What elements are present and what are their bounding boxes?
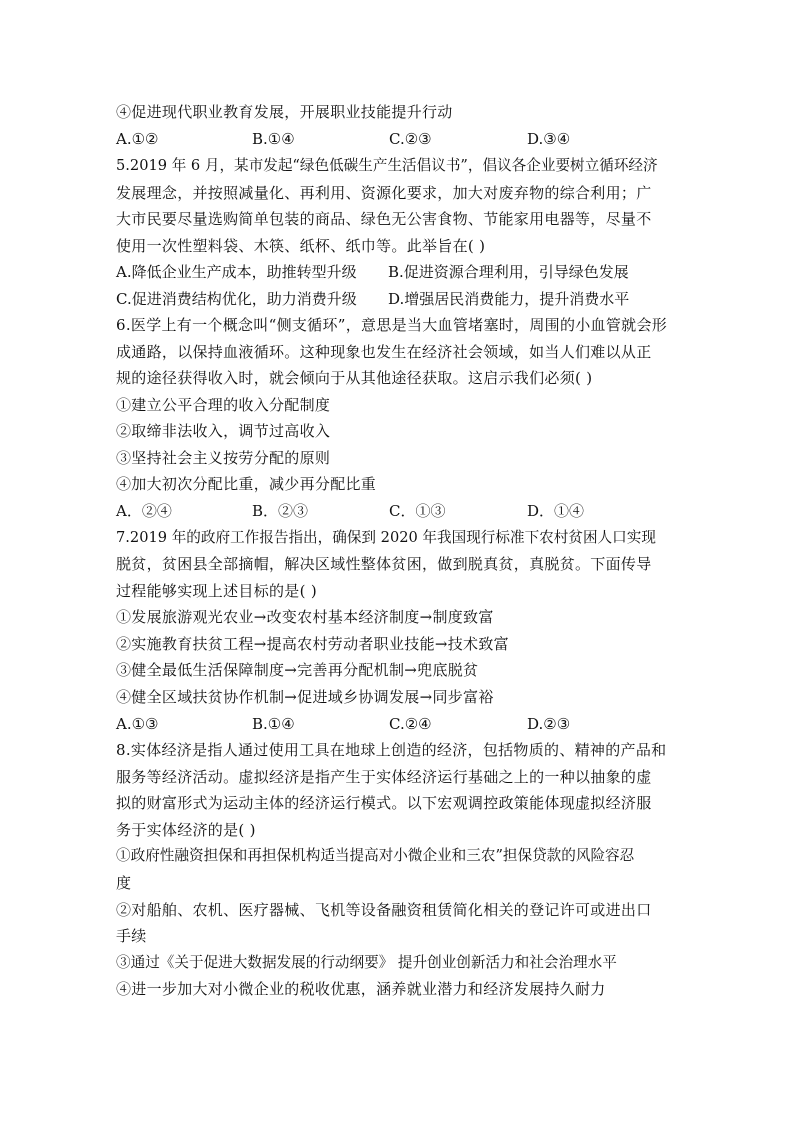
q7-stem-line-1: 7.2019 年的政府工作报告指出，确保到 2020 年我国现行标准下农村贫困人口实现 [116, 529, 656, 546]
q4-item-4: ④促进现代职业教育发展，开展职业技能提升行动 [116, 103, 453, 121]
q5-stem-line-1: 5.2019 年 6 月，某市发起“绿色低碳生产生活倡议书”，倡议各企业要树立循环经济 [116, 157, 658, 174]
q6-item-1: ①建立公平合理的收入分配制度 [116, 396, 331, 414]
q6-item-4: ④加大初次分配比重，减少再分配比重 [116, 475, 377, 493]
q8-stem-line-2: 服务等经济活动。虚拟经济是指产生于实体经济运行基础之上的一种以抽象的虚 [116, 768, 652, 786]
q7-item-3: ③健全最低生活保障制度→完善再分配机制→兜底脱贫 [116, 661, 479, 679]
q8-stem-line-4: 务于实体经济的是( ) [116, 821, 256, 839]
q7-item-2: ②实施教育扶贫工程→提高农村劳动者职业技能→技术致富 [116, 635, 509, 653]
q5-stem-line-4: 使用一次性塑料袋、木筷、纸杯、纸巾等。此举旨在( ) [116, 237, 486, 255]
q5-stem-line-3: 大市民要尽量选购简单包装的商品、绿色无公害食物、节能家用电器等，尽量不 [116, 210, 652, 228]
q6-option-b: B．②③ [252, 502, 309, 520]
q7-item-4: ④健全区域扶贫协作机制→促进域乡协调发展→同步富裕 [116, 688, 494, 706]
q7-stem-line-2: 脱贫，贫困县全部摘帽，解决区域性整体贫困，做到脱真贫，真脱贫。下面传导 [116, 555, 652, 573]
q7-option-d: D.②③ [527, 715, 571, 733]
q5-option-d: D.增强居民消费能力，提升消费水平 [388, 290, 630, 308]
q7-option-c: C.②④ [389, 715, 432, 733]
q8-stem-line-1: 8.实体经济是指人通过使用工具在地球上创造的经济，包括物质的、精神的产品和 [116, 741, 667, 759]
q7-item-1: ①发展旅游观光农业→改变农村基本经济制度→制度致富 [116, 608, 494, 626]
q7-stem-line-3: 过程能够实现上述目标的是( ) [116, 582, 317, 600]
q6-option-d: D．①④ [527, 502, 585, 520]
q6-stem-line-2: 成通路，以保持血液循环。这种现象也发生在经济社会领域，如当人们难以从正 [116, 343, 652, 361]
q8-item-4: ④进一步加大对小微企业的税收优惠，涵养就业潜力和经济发展持久耐力 [116, 980, 606, 998]
q8-item-1-line-1: ①政府性融资担保和再担保机构适当提高对小微企业和三农”担保贷款的风险容忍 [116, 847, 635, 864]
q4-option-d: D.③④ [527, 130, 571, 148]
q8-item-2-line-2: 手续 [116, 927, 147, 945]
q4-option-c: C.②③ [389, 130, 432, 148]
q5-stem-line-2: 发展理念，并按照减量化、再利用、资源化要求，加大对废弃物的综合利用；广 [116, 184, 652, 202]
q4-option-b: B.①④ [252, 130, 295, 148]
q8-item-1-line-2: 度 [116, 874, 132, 892]
q6-stem-line-3: 规的途径获得收入时，就会倾向于从其他途径获取。这启示我们必须( ) [116, 369, 593, 387]
q6-option-a: A．②④ [116, 502, 172, 520]
q8-stem-line-3: 拟的财富形式为运动主体的经济运行模式。以下宏观调控政策能体现虚拟经济服 [116, 794, 652, 812]
q5-option-c: C.促进消费结构优化，助力消费升级 [116, 290, 357, 308]
q6-stem-line-1: 6.医学上有一个概念叫“侧支循环”，意思是当大血管堵塞时，周围的小血管就会形 [116, 316, 668, 334]
q5-option-a: A.降低企业生产成本，助推转型升级 [116, 263, 357, 281]
q7-option-a: A.①③ [116, 715, 159, 733]
q6-item-2: ②取缔非法收入，调节过高收入 [116, 422, 331, 440]
q8-item-3: ③通过《关于促进大数据发展的行动纲要》 提升创业创新活力和社会治理水平 [116, 954, 617, 971]
q6-option-c: C．①③ [389, 502, 446, 520]
q5-option-b: B.促进资源合理利用，引导绿色发展 [388, 263, 629, 281]
q7-option-b: B.①④ [252, 715, 295, 733]
q6-item-3: ③坚持社会主义按劳分配的原则 [116, 449, 331, 467]
q8-item-2-line-1: ②对船舶、农机、医疗器械、飞机等设备融资租赁简化相关的登记许可或进出口 [116, 901, 652, 919]
q4-option-a: A.①② [116, 130, 159, 148]
